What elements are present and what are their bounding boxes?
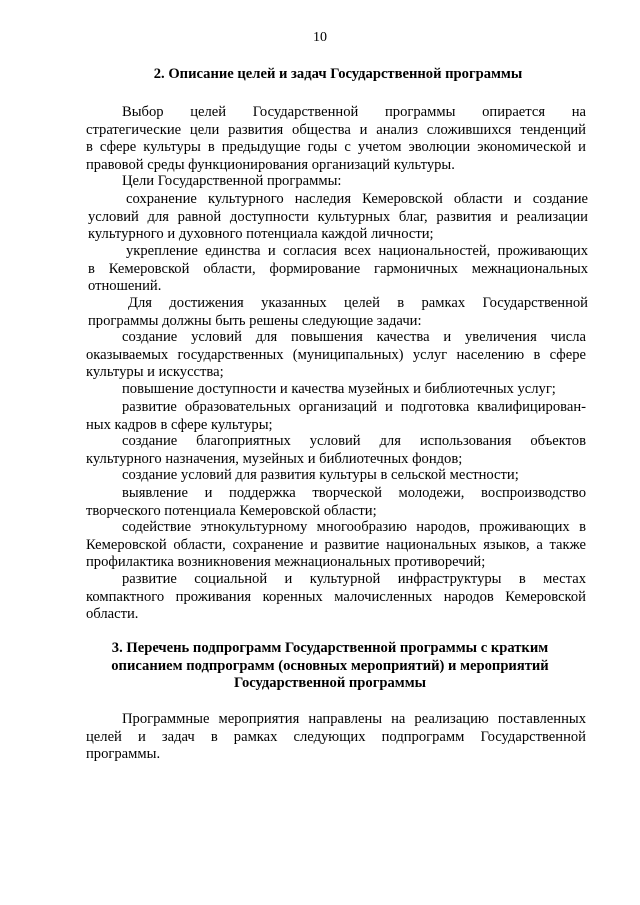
task-3-paragraph [86,399,586,434]
task-line: создание условий для повышения качества и увеличения числа [122,329,586,345]
goal-line: в Кемеровской области, формирование гармоничных межнациональных [88,260,588,277]
heading-line: описанием подпрограмм (основных мероприятий) и мероприятий [111,657,549,674]
intro-line: стратегические цели развития общества и анализ сложившихся тенденций [86,121,586,138]
task-4-paragraph [86,433,586,468]
task-line: профилактика возникновения межнациональных противоречий; [86,554,486,571]
task-line: развитие образовательных организаций и подготовка квалифицирован- [122,399,586,415]
task-line: Кемеровской области, сохранение и развитие национальных языков, а также [86,536,586,553]
goals-title: Цели Государственной программы: [122,173,342,189]
task-line: содействие этнокультурному многообразию народов, проживающих в [122,519,586,535]
goal-line: сохранение культурного наследия Кемеровской области и создание [126,191,588,207]
task-line: культуры и искусства; [86,364,224,381]
task-line: создание благоприятных условий для использования объектов [122,433,586,449]
goal-line: культурного и духовного потенциала каждой личности; [88,226,434,243]
task-5-paragraph: создание условий для развития культуры в сельской местности; [122,467,519,483]
task-line: выявление и поддержка творческой молодежи, воспроизводство [122,485,586,501]
task-line: культурного назначения, музейных и библиотечных фондов; [86,450,463,467]
task-line: творческого потенциала Кемеровской области; [86,502,377,519]
body-line: Программные мероприятия направлены на реализацию поставленных [122,711,586,727]
tasks-intro-line: Для достижения указанных целей в рамках Государственной [128,295,588,311]
goal-line: отношений. [88,278,162,295]
task-line: оказываемых государственных (муниципальных) услуг населению в сфере [86,346,586,363]
tasks-intro-line: программы должны быть решены следующие задачи: [88,312,422,329]
intro-line: правовой среды функционирования организаций культуры. [86,156,455,173]
task-line: развитие социальной и культурной инфраструктуры в местах [122,571,586,587]
intro-line: в сфере культуры в предыдущие годы с учетом эволюции экономической и [86,139,586,156]
task-6-paragraph [86,485,586,520]
heading-line: 3. Перечень подпрограмм Государственной программы с кратким [111,640,549,656]
task-7-paragraph [86,519,586,572]
goal-1-paragraph [88,191,588,244]
task-8-paragraph [86,571,586,624]
section-2-heading: 2. Описание целей и задач Государственной программы [153,66,523,82]
tasks-intro-paragraph [88,295,588,330]
page-number: 10 [313,30,327,45]
body-line: программы. [86,746,161,763]
task-line: ных кадров в сфере культуры; [86,416,273,433]
section-3-heading [70,640,590,693]
task-line: области. [86,606,139,623]
goal-2-paragraph [88,243,588,296]
body-line: целей и задач в рамках следующих подпрограмм Государственной [86,728,586,745]
task-1-paragraph [86,329,586,382]
goal-line: укрепление единства и согласия всех национальностей, проживающих [126,243,588,259]
heading-line: Государственной программы [233,675,427,692]
intro-line: Выбор целей Государственной программы опирается на [122,104,586,120]
task-2-paragraph: повышение доступности и качества музейных и библиотечных услуг; [122,381,556,397]
intro-paragraph [86,104,586,174]
section-3-body [86,711,586,764]
task-line: компактного проживания коренных малочисленных народов Кемеровской [86,588,586,605]
goal-line: условий для равной доступности культурных благ, развития и реализации [88,208,588,225]
